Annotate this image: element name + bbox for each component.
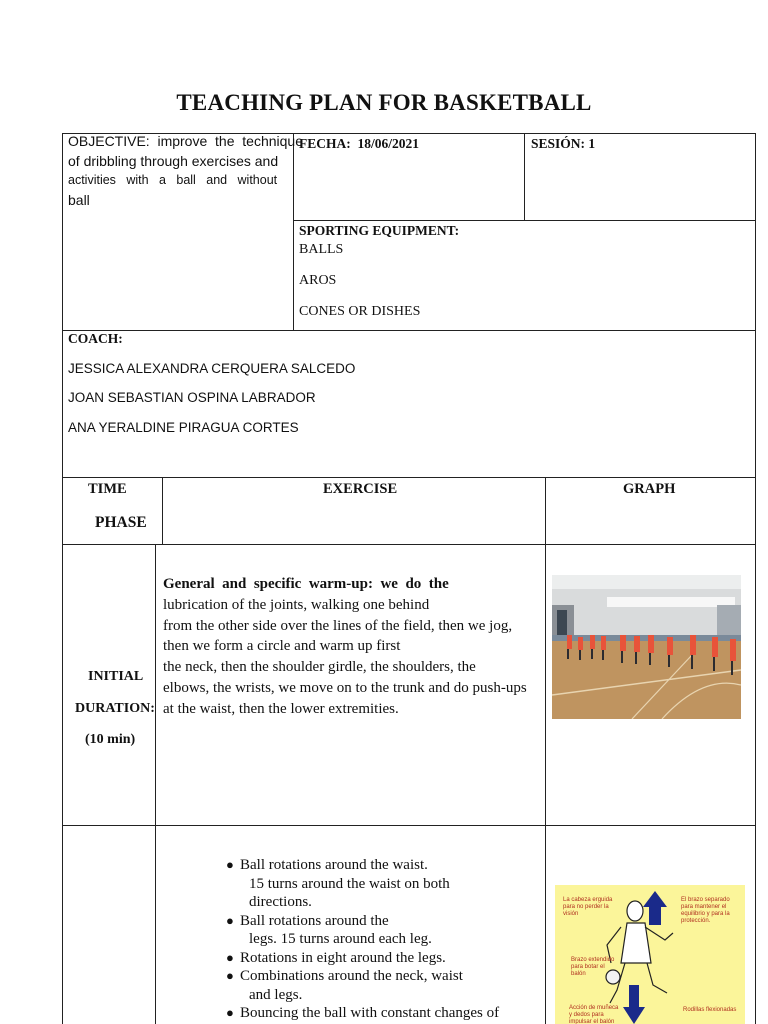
header-time: TIME — [88, 481, 127, 497]
warmup-lead: General and specific warm-up: we do the — [163, 576, 449, 592]
warmup-line: lubrication of the joints, walking one behind — [163, 597, 430, 613]
warmup-line: elbows, the wrists, we move on to the trunk and do push-ups — [163, 679, 527, 696]
list-item — [222, 1004, 499, 1023]
list-item-text: Ball rotations around the — [240, 912, 389, 929]
warmup-description — [163, 595, 527, 719]
session-field: SESIÓN: 1 — [531, 136, 596, 151]
bullet-icon: ● — [226, 968, 234, 983]
equipment-item: CONES OR DISHES — [299, 304, 421, 319]
phase-initial: INITIAL — [88, 669, 144, 684]
dribbling-diagram — [555, 885, 745, 1024]
list-item — [222, 949, 499, 968]
list-item-text: Bouncing the ball with constant changes of — [240, 1005, 500, 1021]
diagram-label: Brazo extendido para botar el balón — [571, 957, 615, 977]
list-item-text: Rotations in eight around the legs. — [240, 949, 446, 966]
date-field: FECHA: 18/06/2021 — [299, 136, 419, 151]
warmup-line: from the other side over the lines of the field, then we jog, — [163, 617, 513, 634]
coach-label: COACH: — [68, 331, 123, 346]
list-item-text: legs. 15 turns around each leg. — [249, 931, 432, 947]
warmup-line: the neck, then the shoulder girdle, the shoulders, the — [163, 659, 476, 676]
objective-line: of dribbling through exercises and — [68, 152, 279, 169]
exercise-list — [222, 856, 499, 1023]
bullet-icon: ● — [226, 1005, 234, 1020]
duration-label: DURATION: — [75, 701, 155, 716]
diagram-label: La cabeza erguida para no perder la visión — [563, 897, 613, 917]
list-item-text: Combinations around the neck, waist — [240, 968, 463, 984]
header-phase: PHASE — [95, 514, 147, 531]
list-item — [222, 967, 499, 1004]
list-item — [222, 856, 499, 912]
objective-line: ball — [68, 191, 90, 208]
equipment-item: BALLS — [299, 242, 344, 257]
header-exercise: EXERCISE — [323, 481, 398, 497]
page-title: TEACHING PLAN FOR BASKETBALL — [176, 90, 592, 115]
duration-value: (10 min) — [85, 732, 136, 747]
gym-warmup-photo — [552, 575, 741, 719]
coach-name: ANA YERALDINE PIRAGUA CORTES — [68, 420, 299, 435]
coach-name: JOAN SEBASTIAN OSPINA LABRADOR — [68, 390, 316, 405]
warmup-line: then we form a circle and warm up first — [163, 638, 401, 655]
objective-text — [68, 132, 303, 210]
list-item-text: and legs. — [249, 986, 303, 1003]
objective-line: activities with a ball and without — [68, 173, 278, 187]
bullet-icon: ● — [226, 857, 234, 872]
coach-name: JESSICA ALEXANDRA CERQUERA SALCEDO — [68, 361, 356, 376]
diagram-label: Rodillas flexionadas — [683, 1007, 737, 1013]
bullet-icon: ● — [226, 912, 234, 928]
list-item-text: directions. — [249, 894, 312, 910]
list-item-text: Ball rotations around the waist. — [240, 857, 428, 873]
objective-line: OBJECTIVE: improve the technique — [68, 133, 303, 149]
diagram-label: El brazo separado para mantener el equilibrio y para la protección. — [681, 897, 730, 924]
list-item-text: 15 turns around the waist on both — [249, 875, 450, 892]
diagram-label: Acción de muñeca y dedos para impulsar el balón — [569, 1005, 619, 1024]
list-item — [222, 912, 499, 949]
bullet-icon: ● — [226, 949, 234, 965]
equipment-label: SPORTING EQUIPMENT: — [299, 223, 460, 238]
header-graph: GRAPH — [623, 481, 676, 497]
warmup-line: at the waist, then the lower extremities. — [163, 700, 399, 717]
equipment-item: AROS — [299, 273, 337, 288]
